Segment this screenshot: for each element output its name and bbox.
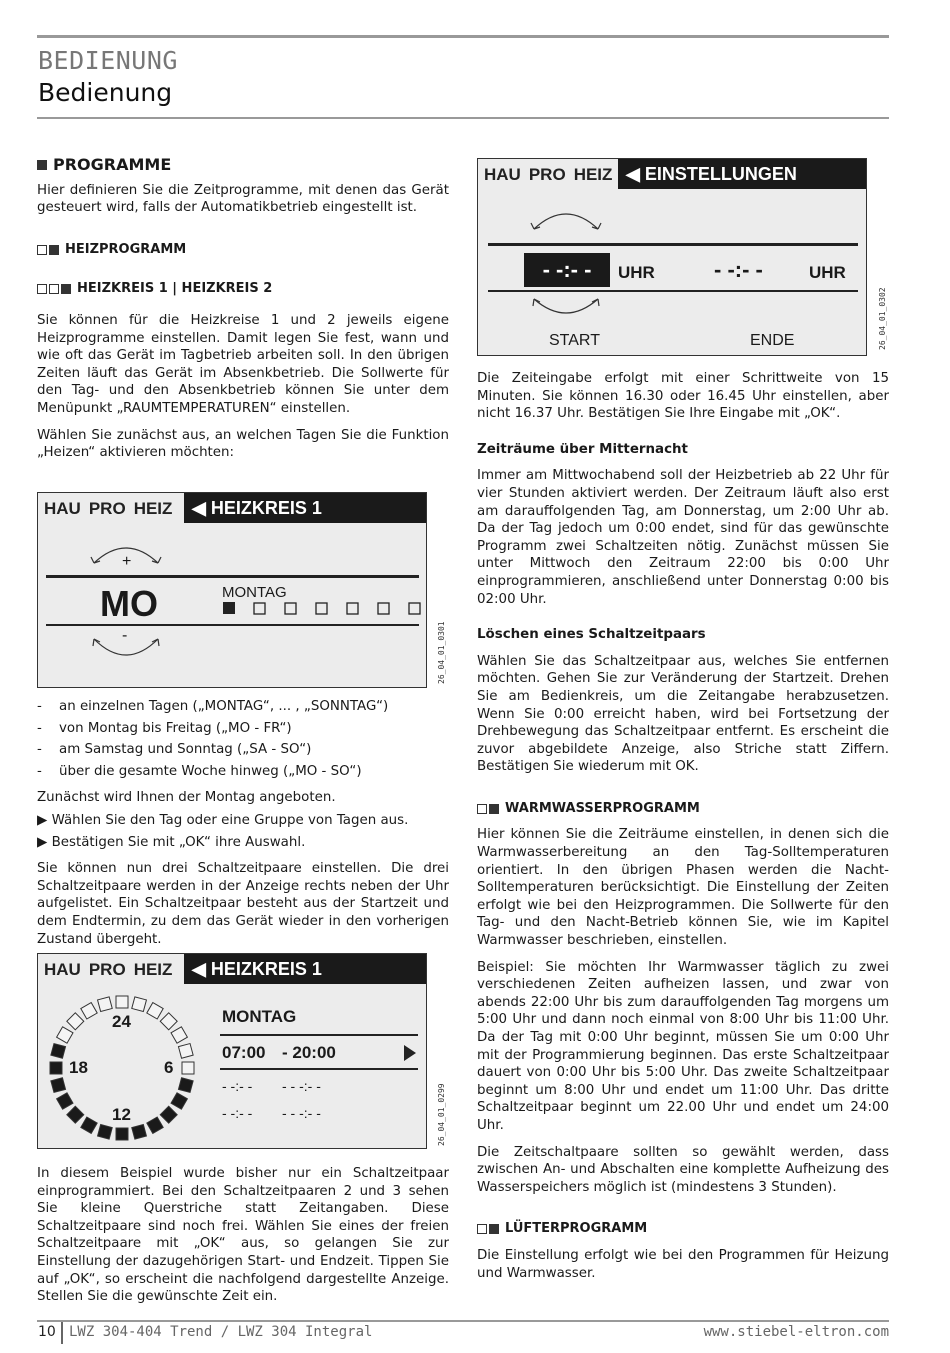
subheading: Löschen eines Schaltzeitpaars [477, 627, 706, 643]
square-bullet-icon [477, 804, 499, 814]
figure-id: 26_04_01_0299 [437, 1083, 446, 1146]
clock-label-6: 6 [164, 1058, 174, 1077]
footer-divider [61, 1322, 63, 1344]
tab-pro: PRO [88, 499, 126, 518]
paragraph: Beispiel: Sie möchten Ihr Warmwasser täglich zu zwei verschiedenen Zeiten aufheizen lassen, und zwar von abends 22:00 Uhr bis zum darauffolgenden Tag morgens um 5:00 Uhr und dann noch einmal von 8:00 Uhr bis 11:00 Uhr. Da der Tag mit 0:00 Uhr beginnt, müssen Sie um 0:00 Uhr mit der Programmierung beginnen. Das erste Schaltzeitpaar dauert von 0:00 Uhr bis 5:00 Uhr. Das zweite Schaltzeitpaar beginnt um 8:00 Uhr und endet um 11:00 Uhr. Das dritte Schaltzeitpaar beginnt um 22.00 Uhr und endet um 24:00 Uhr. [477, 959, 889, 1133]
start-label: START [549, 332, 600, 349]
section-title: PROGRAMME [53, 155, 172, 174]
subheading: Zeiträume über Mitternacht [477, 441, 688, 457]
day-box-5 [347, 603, 358, 614]
menu-tabs [484, 165, 620, 185]
page-number: 10 [38, 1324, 56, 1340]
display-rule [488, 290, 858, 292]
plus-sign: + [122, 553, 132, 570]
day-box-7 [409, 603, 420, 614]
subsub-heading [37, 280, 449, 298]
menu-tabs [44, 960, 180, 980]
subsub-title: HEIZKREIS 1 | HEIZKREIS 2 [77, 281, 273, 297]
paragraph: Zunächst wird Ihnen der Montag angeboten. [37, 790, 336, 806]
right-column [477, 370, 889, 1291]
display-rule [220, 1068, 418, 1070]
sub-heading-luefter: LÜFTERPROGRAMM [477, 1220, 889, 1238]
start-time-value: - -:- - [524, 253, 610, 287]
paragraph: Immer am Mittwochabend soll der Heizbetrieb ab 22 Uhr für vier Stunden aktiviert werden. Der Zeitraum läuft also erst am darauffolgenden Tag, am Donnerstag, um 2:00 Uhr ab. Da der Tag jedoch um 0:00 endet, sind für das gewünschte Programm zwei Schaltzeiten nötig. Zunächst müssen Sie unter Mittwoch den Zeitraum 22:00 bis 0:00 Uhr einprogrammieren, anschließend unter Donnerstag 0:00 bis 02:00 Uhr. [477, 468, 889, 607]
list-item: - über die gesamte Woche hinweg („MO - SO“) [37, 763, 362, 779]
tab-hau: HAU [44, 960, 81, 979]
tab-hau: HAU [44, 499, 81, 518]
clock-hour-segment [182, 1062, 194, 1074]
list-item: - von Montag bis Freitag („MO - FR“) [37, 720, 292, 736]
clock-hour-segment [51, 1044, 66, 1059]
tab-pro: PRO [88, 960, 126, 979]
day-box-6 [378, 603, 389, 614]
day-label: MONTAG [222, 1007, 297, 1026]
square-bullet-icon [477, 1224, 499, 1234]
display-rule [46, 624, 419, 626]
screen-title: ◀ EINSTELLUNGEN [618, 159, 867, 189]
tab-heiz: HEIZ [573, 165, 613, 184]
square-bullet-icon [37, 160, 47, 170]
day-box-3 [285, 603, 296, 614]
clock-hour-segment [67, 1106, 84, 1123]
menu-tabs [44, 499, 180, 519]
play-arrow-icon [404, 1045, 416, 1061]
paragraph: Die Zeitschaltpaare sollten so gewählt werden, dass zwischen An- und Abschalten eine komplette Aufheizung des Wasserspeichers möglich ist (mindestens 3 Stunden). [477, 1144, 889, 1195]
display-screen-heizkreis-day [37, 492, 427, 688]
display-rule [46, 575, 419, 578]
rotate-arrow-icon [86, 631, 166, 667]
pair1-start: 07:00 [222, 1043, 266, 1062]
sub-title: HEIZPROGRAMM [65, 241, 187, 257]
clock-hour-segment [81, 1117, 97, 1133]
left-column-mid [37, 698, 449, 957]
list-item: - an einzelnen Tagen („MONTAG“, ... , „SONNTAG“) [37, 699, 389, 714]
square-bullet-icon [37, 245, 59, 255]
display-rule [488, 243, 858, 246]
clock-hour-segment [147, 1117, 163, 1133]
paragraph: Die Zeiteingabe erfolgt mit einer Schrittweite von 15 Minuten. Sie können 16.30 oder 16.45 Uhr einstellen, aber nicht 16.37 Uhr. Bestätigen Sie Ihre Eingabe mit „OK“. [477, 371, 889, 422]
clock-label-18: 18 [69, 1058, 88, 1077]
clock-hour-segment [57, 1027, 73, 1043]
intro-text: Hier definieren Sie die Zeitprogramme, mit denen das Gerät gesteuert wird, falls der Automatikbetrieb eingestellt ist. [37, 182, 449, 216]
clock-label-12: 12 [112, 1105, 131, 1124]
chapter-title: Bedienung [38, 78, 173, 107]
tab-pro: PRO [528, 165, 566, 184]
pair3-end: - - -:- - [282, 1105, 321, 1121]
paragraph: Hier können Sie die Zeiträume einstellen, in denen sich die Warmwasserbereitung an den Tag-Solltemperaturen orientiert. In den übrigen Phasen werden die Nacht-Solltemperaturen berücksichtigt. Die Einstellung der Zeiten erfolgt wie bei den Heizprogrammen. Die Sollwerte für den Tag- und den Nacht-Betrieb können Sie, wie im Kapitel Warmwasser beschrieben, einstellen. [477, 827, 889, 949]
step-item: ▶ Bestätigen Sie mit „OK“ ihre Auswahl. [37, 834, 306, 850]
clock-hour-segment [67, 1013, 84, 1030]
clock-hour-segment [51, 1078, 66, 1093]
paragraph: In diesem Beispiel wurde bisher nur ein Schaltzeitpaar einprogrammiert. Bei den Schaltzeitpaaren 2 und 3 sehen Sie kleine Querstriche statt Zeitangaben. Diese Schaltzeitpaare sind noch frei. Wählen Sie eines der freien Schaltzeitpaare mit „OK“ aus, so gelangen Sie zur Einstellung der dazugehörigen Start- und Endzeit. Tippen Sie auf „OK“, so erscheint die nachfolgend dargestellte Anzeige. Stellen Sie die gewünschte Zeit ein. [37, 1166, 449, 1305]
start-unit: UHR [618, 263, 655, 282]
display-screen-heizkreis-times [37, 953, 427, 1149]
paragraph: Wählen Sie zunächst aus, an welchen Tagen Sie die Funktion „Heizen“ aktivieren möchten: [37, 427, 449, 461]
end-unit: UHR [809, 263, 846, 282]
tab-hau: HAU [484, 165, 521, 184]
clock-hour-segment [81, 1003, 97, 1019]
paragraph: Wählen Sie das Schaltzeitpaar aus, welches Sie entfernen möchten. Gehen Sie zur Veränderung der Startzeit. Drehen Sie am Bedienkreis, um die Zeitangabe herabzusetzen. Wenn Sie 0:00 erreicht haben, wird bei Fortsetzung der Drehbewegung das Schaltzeitpaar entfernt. Es erscheint die zuvor abgebildete Anzeige, also Striche statt Ziffern. Bestätigen Sie wiederum mit OK. [477, 653, 889, 775]
footer-rule [37, 1320, 889, 1322]
clock-hour-segment [50, 1062, 62, 1074]
clock-hour-segment [171, 1093, 187, 1109]
end-label: ENDE [750, 332, 795, 349]
minus-sign: - [122, 627, 128, 644]
paragraph: Sie können für die Heizkreise 1 und 2 jeweils eigene Heizprogramme einstellen. Damit legen Sie fest, wann und wie oft das Gerät im Tagbetrieb arbeiten soll. In den übrigen Zeiten läuft das Gerät im Absenkbetrieb. Die Sollwerte für den Tag- und den Absenkbetrieb können Sie unter dem Menüpunkt „RAUMTEMPERATUREN“ einstellen. [37, 312, 449, 416]
clock-hour-segment [98, 997, 113, 1012]
product-name: LWZ 304-404 Trend / LWZ 304 Integral [69, 1324, 373, 1340]
end-time-value: - -:- - [714, 257, 763, 282]
sub-heading-warmwasser: WARMWASSERPROGRAMM [477, 800, 889, 818]
rotate-arrow-icon [526, 203, 606, 239]
paragraph: Die Einstellung erfolgt wie bei den Programmen für Heizung und Warmwasser. [477, 1247, 889, 1281]
clock-hour-segment [178, 1078, 193, 1093]
left-column-bottom [37, 1165, 449, 1315]
weekday-checkboxes [222, 601, 422, 617]
day-box-4 [316, 603, 327, 614]
display-screen-einstellungen [477, 158, 867, 356]
pair2-end: - - -:- - [282, 1078, 321, 1094]
clock-label-24: 24 [112, 1012, 131, 1031]
pair1-end: - 20:00 [282, 1043, 336, 1062]
list-item: - am Samstag und Sonntag („SA - SO“) [37, 742, 312, 758]
clock-hour-segment [132, 1124, 147, 1139]
clock-hour-segment [57, 1093, 73, 1109]
clock-hour-segment [160, 1013, 177, 1030]
rotate-arrow-icon [526, 293, 606, 323]
sub-heading [37, 241, 449, 259]
screen-title: ◀ HEIZKREIS 1 [184, 493, 427, 523]
left-column [37, 156, 449, 471]
website-url: www.stiebel-eltron.com [703, 1324, 889, 1340]
figure-id: 26_04_01_0302 [878, 287, 887, 350]
day-short: MO [100, 583, 158, 624]
figure-id: 26_04_01_0301 [437, 621, 446, 684]
clock-hour-segment [116, 1128, 128, 1140]
header-rule [37, 117, 889, 119]
screen-title: ◀ HEIZKREIS 1 [184, 954, 427, 984]
tab-heiz: HEIZ [133, 499, 173, 518]
pair2-start: - -:- - [222, 1078, 253, 1094]
clock-hour-segment [171, 1027, 187, 1043]
clock-hour-segment [147, 1003, 163, 1019]
clock-hour-segment [160, 1106, 177, 1123]
clock-hour-segment [98, 1124, 113, 1139]
top-rule [37, 35, 889, 38]
clock-hour-segment [178, 1044, 193, 1059]
display-rule [220, 1034, 418, 1036]
section-heading [37, 156, 449, 174]
day-long: MONTAG [222, 584, 287, 601]
pair3-start: - -:- - [222, 1105, 253, 1121]
tab-heiz: HEIZ [133, 960, 173, 979]
clock-hour-segment [132, 997, 147, 1012]
square-bullet-icon [37, 284, 71, 294]
step-item: ▶ Wählen Sie den Tag oder eine Gruppe von Tagen aus. [37, 812, 409, 828]
paragraph: Sie können nun drei Schaltzeitpaare einstellen. Die drei Schaltzeitpaare werden in der Anzeige rechts neben der Uhr aufgelistet. Ein Schaltzeitpaar besteht aus der Startzeit und dem Endtermin, zu dem das Gerät wieder in den vorherigen Zustand übergeht. [37, 861, 449, 947]
chapter-title-upper: BEDIENUNG [38, 46, 178, 75]
day-box-1 [223, 602, 235, 614]
day-box-2 [254, 603, 265, 614]
clock-hour-segment [116, 996, 128, 1008]
